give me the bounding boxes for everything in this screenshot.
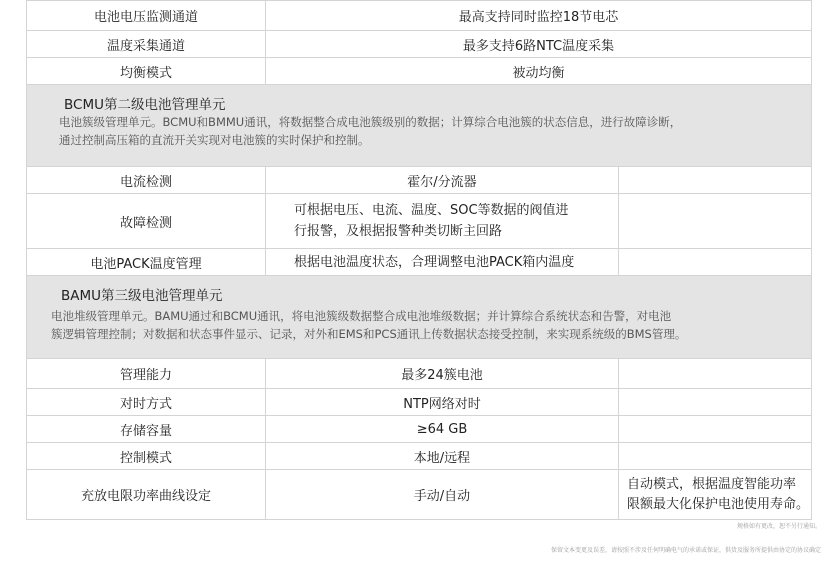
section-title: BCMU第二级电池管理单元 bbox=[64, 97, 226, 113]
row-value: 本地/远程 bbox=[266, 443, 619, 469]
row-label: 电流检测 bbox=[26, 167, 266, 193]
row-extra bbox=[619, 416, 812, 442]
table-row bbox=[26, 194, 812, 249]
table-row bbox=[26, 31, 812, 58]
value-line: 可根据电压、电流、温度、SOC等数据的阀值进 bbox=[294, 203, 569, 218]
row-value: 霍尔/分流器 bbox=[266, 167, 619, 193]
table-row bbox=[26, 58, 812, 85]
row-extra bbox=[619, 443, 812, 469]
row-extra bbox=[619, 359, 812, 388]
extra-line: 自动模式，根据温度智能功率 bbox=[627, 476, 797, 492]
row-value: ≥64 GB bbox=[266, 416, 619, 442]
row-value: 手动/自动 bbox=[266, 470, 619, 519]
bcmu-section bbox=[26, 85, 812, 167]
row-label: 故障检测 bbox=[26, 194, 266, 248]
row-label: 均衡模式 bbox=[26, 58, 266, 84]
section-description bbox=[59, 113, 681, 149]
footnote: 规格如有更改，恕不另行通知。 bbox=[736, 523, 821, 530]
row-value: 被动均衡 bbox=[266, 58, 812, 84]
row-extra bbox=[619, 194, 812, 248]
row-extra bbox=[619, 389, 812, 415]
row-extra bbox=[619, 249, 812, 275]
desc-line: 电池堆级管理单元。BAMU通过和BCMU通讯，将电池簇级数据整合成电池堆级数据；并计算综合系统状态和告警，对电池 bbox=[51, 309, 672, 323]
desc-line: 通过控制高压箱的直流开关实现对电池簇的实时保护和控制。 bbox=[59, 133, 370, 147]
row-extra bbox=[619, 470, 812, 519]
bamu-section bbox=[26, 276, 812, 359]
row-label: 充放电限功率曲线设定 bbox=[26, 470, 266, 519]
table-row bbox=[26, 470, 812, 520]
row-label: 存储容量 bbox=[26, 416, 266, 442]
table-row bbox=[26, 389, 812, 416]
table-row bbox=[26, 167, 812, 194]
row-value: 最多24簇电池 bbox=[266, 359, 619, 388]
table-row bbox=[26, 0, 812, 31]
row-extra bbox=[619, 167, 812, 193]
desc-line: 簇逻辑管理控制；对数据和状态事件显示、记录，对外和EMS和PCS通讯上传数据状态接受控制，来实现系统级的BMS管理。 bbox=[51, 327, 687, 341]
desc-line: 电池簇级管理单元。BCMU和BMMU通讯，将数据整合成电池簇级别的数据；计算综合电池簇的状态信息，进行故障诊断， bbox=[59, 115, 682, 129]
row-label: 控制模式 bbox=[26, 443, 266, 469]
row-label: 管理能力 bbox=[26, 359, 266, 388]
row-value: 根据电池温度状态，合理调整电池PACK箱内温度 bbox=[266, 249, 619, 275]
value-line: 行报警，及根据报警种类切断主回路 bbox=[294, 224, 503, 239]
row-label: 电池电压监测通道 bbox=[26, 1, 266, 30]
footnote: 保留文本变更及误差，请按照不涉及任何明确电气的承诺或保证，供货及服务所提供由协定的协议确定 bbox=[550, 547, 821, 554]
table-row bbox=[26, 443, 812, 470]
spec-sheet bbox=[26, 0, 812, 520]
row-label: 电池PACK温度管理 bbox=[26, 249, 266, 275]
section-description bbox=[51, 307, 686, 343]
table-row bbox=[26, 249, 812, 276]
row-label: 对时方式 bbox=[26, 389, 266, 415]
row-value: 最多支持6路NTC温度采集 bbox=[266, 31, 812, 57]
section-title: BAMU第三级电池管理单元 bbox=[61, 288, 223, 304]
extra-line: 限额最大化保护电池使用寿命。 bbox=[627, 496, 810, 512]
row-value: NTP网络对时 bbox=[266, 389, 619, 415]
row-label: 温度采集通道 bbox=[26, 31, 266, 57]
row-value bbox=[266, 194, 619, 248]
extra-text bbox=[619, 475, 809, 515]
table-row bbox=[26, 359, 812, 389]
row-value: 最高支持同时监控18节电芯 bbox=[266, 1, 812, 30]
table-row bbox=[26, 416, 812, 443]
